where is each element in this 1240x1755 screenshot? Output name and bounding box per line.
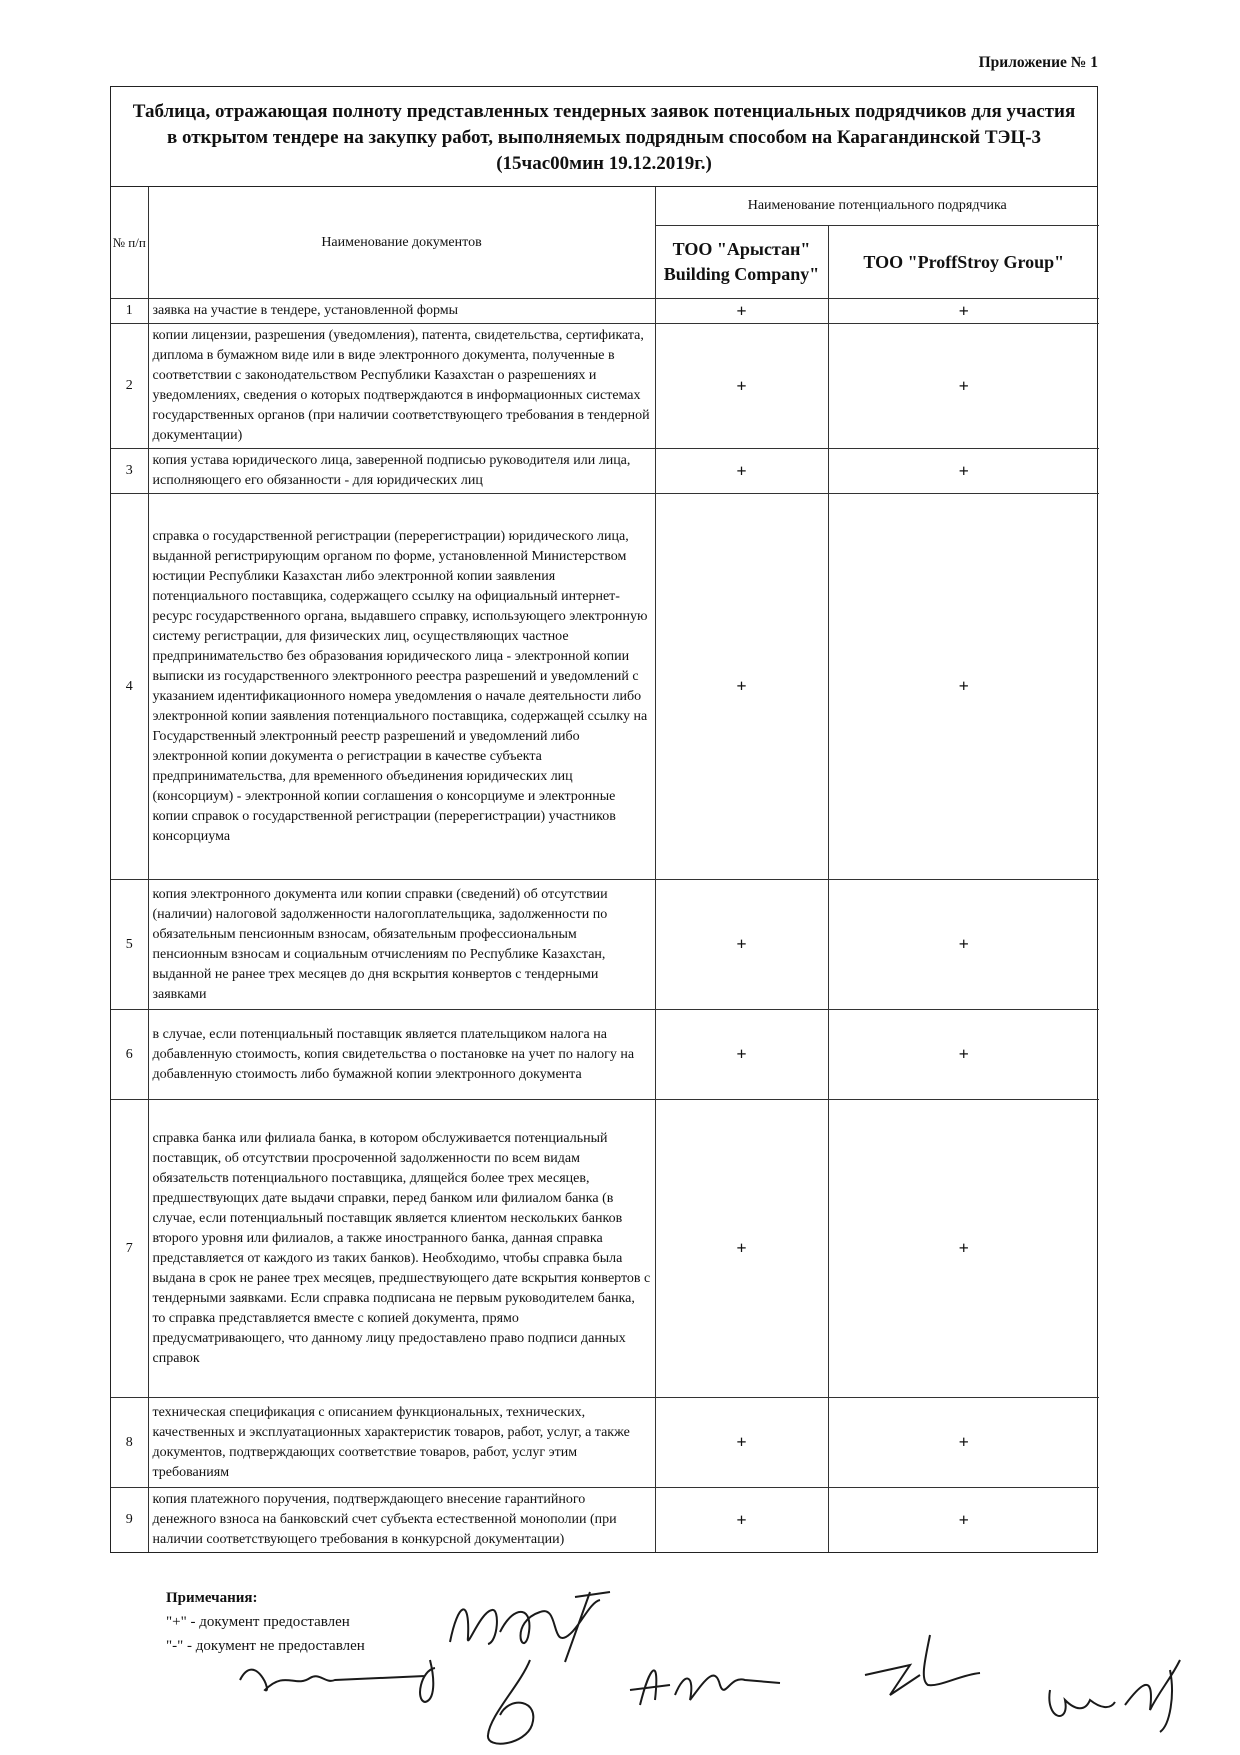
document-frame <box>110 86 1098 1553</box>
num-header: № п/п <box>111 187 148 299</box>
mark-company-2: + <box>828 1488 1099 1553</box>
mark-company-1: + <box>655 1010 828 1100</box>
signature-2 <box>225 1640 455 1710</box>
row-document: справка о государственной регистрации (перерегистрации) юридического лица, выданной регистрирующим органом по форме, установленной Министерством юстиции Республики Казахстан либо электронной копии заявления потенциального поставщика, содержащего ссылку на официальный интернет-ресурс государственного органа, выдавшего справку, использующего электронную систему регистрации, для физических лиц, осуществляющих частное предпринимательство без образования юридического лица - электронной копии выписки из государственного электронного реестра разрешений и уведомлений с указанием идентификационного номера уведомления о начале деятельности либо электронной копии заявления потенциального поставщика, содержащей ссылку на Государственный электронный реестр разрешений и уведомлений либо электронной копии документа о регистрации в качестве субъекта предпринимательства, для временного объединения юридических лиц (консорциум) - электронной копии соглашения о консорциуме и электронные копии справок о государственной регистрации (перерегистрации) участников консорциума <box>148 494 655 880</box>
row-document: копия электронного документа или копии справки (сведений) об отсутствии (наличии) налоговой задолженности налогоплательщика, задолженности по обязательным пенсионным взносам, обязательным профессиональным пенсионным взносам и социальным отчислениям по Республике Казахстан, выданной не ранее трех месяцев до дня вскрытия конвертов с тендерными заявками <box>148 880 655 1010</box>
row-document: копия платежного поручения, подтверждающего внесение гарантийного денежного взноса на банковский счет субъекта естественной монополии (при наличии соответствующего требования в конкурсной документации) <box>148 1488 655 1553</box>
row-document: справка банка или филиала банка, в котором обслуживается потенциальный поставщик, об отсутствии просроченной задолженности по всем видам обязательств потенциального поставщика, длящейся более трех месяцев, предшествующих дате выдачи справки, перед банком или филиалом банка (в случае, если потенциальный поставщик является клиентом нескольких банков второго уровня или филиалов, а также иностранного банка, данная справка представляется от каждого из таких банков). Необходимо, чтобы справка была выдана в срок не ранее трех месяцев, предшествующего дате вскрытия конвертов с тендерными заявками. Если справка подписана не первым руководителем банка, то справка представляется вместе с копией документа, прямо предусматривающего, что данному лицу предоставлено право подписи данных справок <box>148 1100 655 1398</box>
row-number: 5 <box>111 880 148 1010</box>
mark-company-2: + <box>828 1398 1099 1488</box>
mark-company-2: + <box>828 1100 1099 1398</box>
mark-company-2: + <box>828 1010 1099 1100</box>
mark-company-1: + <box>655 494 828 880</box>
mark-company-2: + <box>828 324 1099 449</box>
mark-company-2: + <box>828 880 1099 1010</box>
row-document: копия устава юридического лица, заверенной подписью руководителя или лица, исполняющего его обязанности - для юридических лиц <box>148 449 655 494</box>
mark-company-1: + <box>655 880 828 1010</box>
table-row <box>111 449 1099 494</box>
doc-header: Наименование документов <box>148 187 655 299</box>
contractor-header: Наименование потенциального подрядчика <box>655 187 1099 226</box>
row-document: в случае, если потенциальный поставщик является плательщиком налога на добавленную стоимость, копия свидетельства о постановке на учет по налогу на добавленную стоимость либо бумажной копии электронного документа <box>148 1010 655 1100</box>
signature-4 <box>620 1645 800 1725</box>
table-row <box>111 1010 1099 1100</box>
bids-table <box>111 187 1099 1552</box>
signature-5 <box>850 1625 990 1715</box>
header-row-1 <box>111 187 1099 226</box>
company-2-header: ТОО "ProffStroy Group" <box>828 226 1099 299</box>
mark-company-1: + <box>655 449 828 494</box>
row-document: заявка на участие в тендере, установленной формы <box>148 299 655 324</box>
mark-company-1: + <box>655 1100 828 1398</box>
row-number: 2 <box>111 324 148 449</box>
mark-company-1: + <box>655 1398 828 1488</box>
document-title: Таблица, отражающая полноту представленных тендерных заявок потенциальных подрядчиков для участия в открытом тендере на закупку работ, выполняемых подрядным способом на Карагандинской ТЭЦ-3 (15час00мин 19.12.2019г.) <box>111 87 1097 187</box>
mark-company-2: + <box>828 494 1099 880</box>
row-number: 3 <box>111 449 148 494</box>
row-number: 7 <box>111 1100 148 1398</box>
row-number: 1 <box>111 299 148 324</box>
row-number: 4 <box>111 494 148 880</box>
signature-6 <box>1030 1650 1200 1740</box>
table-row <box>111 324 1099 449</box>
mark-company-1: + <box>655 1488 828 1553</box>
table-row <box>111 494 1099 880</box>
row-document: техническая спецификация с описанием функциональных, технических, качественных и эксплуатационных характеристик товаров, работ, услуг, а также документов, подтверждающих соответствие товаров, работ, услуг этим требованиям <box>148 1398 655 1488</box>
row-number: 6 <box>111 1010 148 1100</box>
table-row <box>111 299 1099 324</box>
note-plus: "+" - документ предоставлен <box>166 1614 350 1630</box>
mark-company-1: + <box>655 324 828 449</box>
note-minus: "-" - документ не предоставлен <box>166 1638 365 1654</box>
company-1-header: ТОО "Арыстан" Building Company" <box>655 226 828 299</box>
signature-3 <box>470 1655 580 1755</box>
mark-company-2: + <box>828 449 1099 494</box>
row-document: копии лицензии, разрешения (уведомления), патента, свидетельства, сертификата, диплома в бумажном виде или в виде электронного документа, полученные в соответствии с законодательством Республики Казахстан о разрешениях и уведомлениях, сведения о которых подтверждаются в информационных системах государственных органов (при наличии соответствующего требования в тендерной документации) <box>148 324 655 449</box>
table-row <box>111 1100 1099 1398</box>
row-number: 8 <box>111 1398 148 1488</box>
table-row <box>111 1398 1099 1488</box>
table-row <box>111 880 1099 1010</box>
row-number: 9 <box>111 1488 148 1553</box>
table-row <box>111 1488 1099 1553</box>
mark-company-1: + <box>655 299 828 324</box>
mark-company-2: + <box>828 299 1099 324</box>
appendix-label: Приложение № 1 <box>978 54 1098 71</box>
notes-heading: Примечания: <box>166 1590 258 1606</box>
